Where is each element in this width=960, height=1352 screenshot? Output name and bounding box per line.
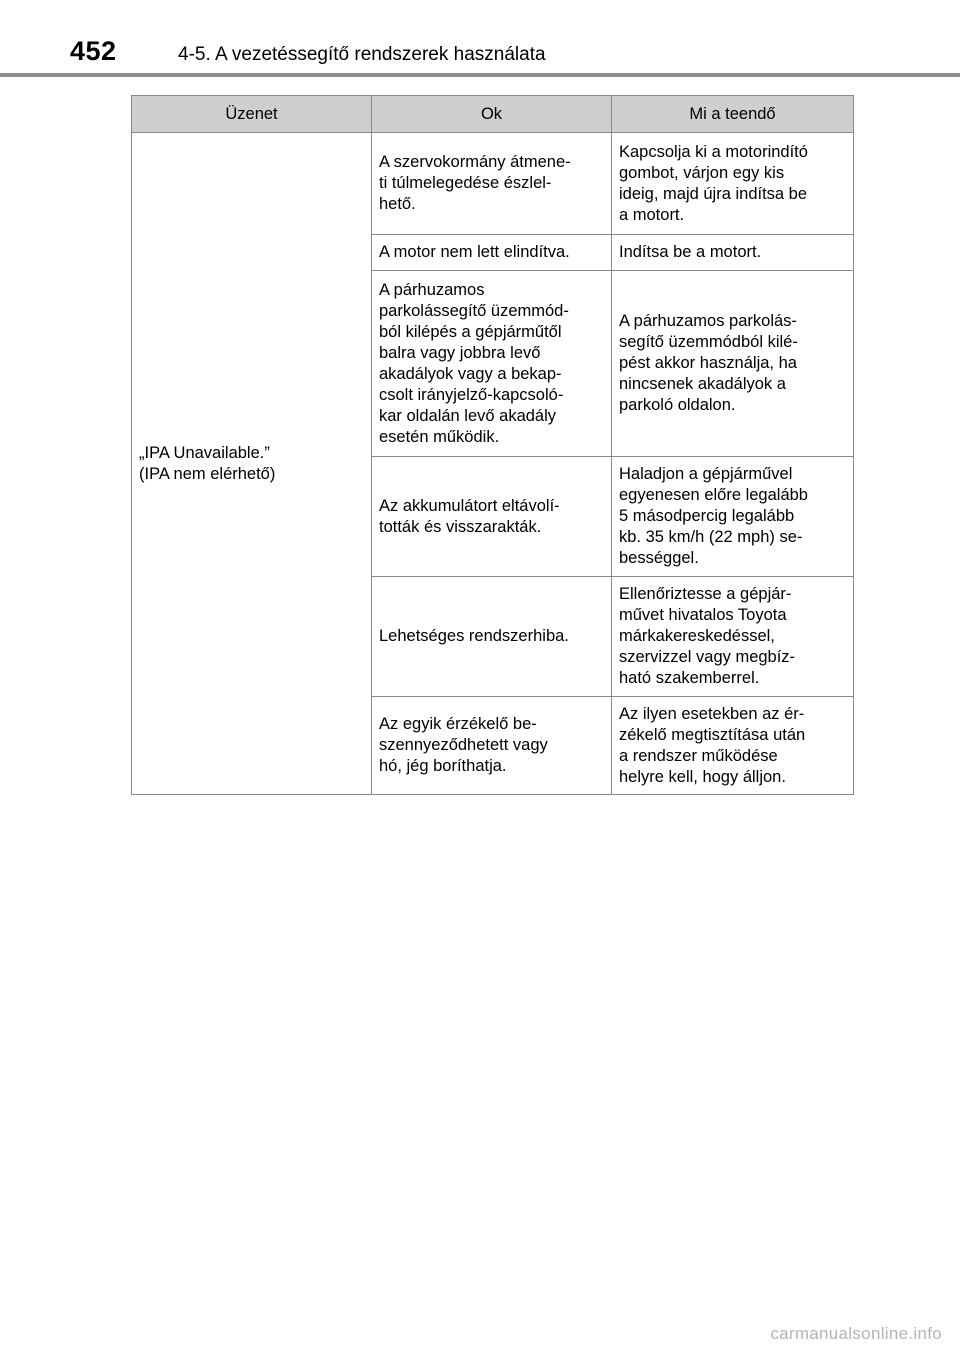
action-cell: Indítsa be a motort. [612, 235, 854, 271]
column-header-message: Üzenet [132, 96, 372, 133]
table-row [132, 133, 854, 235]
column-header-action: Mi a teendő [612, 96, 854, 133]
action-cell: Ellenőriztesse a gépjár- művet hivatalos Toyota márkakereskedéssel, szervizzel vagy megbíz- ható szakemberrel. [612, 577, 854, 697]
action-cell: Az ilyen esetekben az ér- zékelő megtisztítása után a rendszer működése helyre kell, hogy álljon. [612, 697, 854, 795]
message-table [131, 95, 854, 795]
watermark: carmanualsonline.info [770, 1324, 942, 1343]
cause-cell: A motor nem lett elindítva. [372, 235, 612, 271]
section-title: 4-5. A vezetéssegítő rendszerek használata [178, 44, 546, 65]
page-number: 452 [70, 36, 117, 66]
action-cell: Kapcsolja ki a motorindító gombot, várjon egy kis ideig, majd újra indítsa be a motort. [612, 133, 854, 235]
header-rule [0, 73, 960, 77]
table-header-row [132, 96, 854, 133]
page-header [0, 0, 960, 80]
column-header-cause: Ok [372, 96, 612, 133]
action-cell: Haladjon a gépjárművel egyenesen előre legalább 5 másodpercig legalább kb. 35 km/h (22 mph) se- bességgel. [612, 457, 854, 577]
action-cell: A párhuzamos parkolás- segítő üzemmódból kilé- pést akkor használja, ha nincsenek akadályok a parkoló oldalon. [612, 271, 854, 457]
cause-cell: A párhuzamos parkolássegítő üzemmód- ból kilépés a gépjárműtől balra vagy jobbra levő akadályok vagy a bekap- csolt irányjelző-kapcsoló- kar oldalán levő akadály esetén működik. [372, 271, 612, 457]
cause-cell: Az akkumulátort eltávolí- tották és visszarakták. [372, 457, 612, 577]
cause-cell: A szervokormány átmene- ti túlmelegedése észlel- hető. [372, 133, 612, 235]
message-cell: „IPA Unavailable.” (IPA nem elérhető) [132, 133, 372, 795]
cause-cell: Lehetséges rendszerhiba. [372, 577, 612, 697]
cause-cell: Az egyik érzékelő be- szennyeződhetett vagy hó, jég boríthatja. [372, 697, 612, 795]
